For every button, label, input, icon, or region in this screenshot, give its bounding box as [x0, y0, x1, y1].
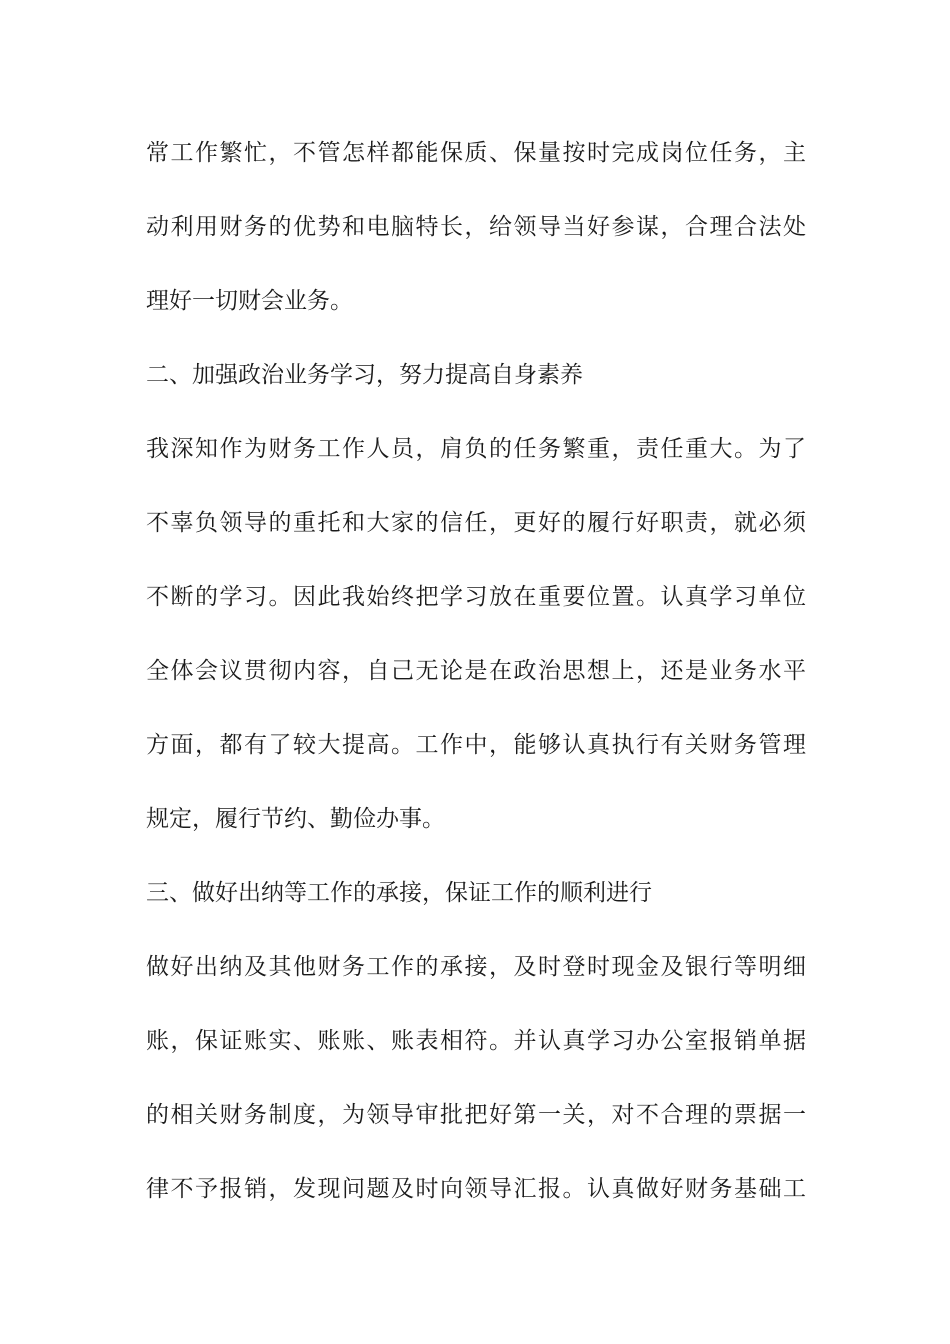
body-text-line: 方面，都有了较大提高。工作中，能够认真执行有关财务管理 — [146, 732, 806, 758]
section-heading: 三、做好出纳等工作的承接，保证工作的顺利进行 — [146, 880, 652, 906]
section-heading: 二、加强政治业务学习，努力提高自身素养 — [146, 362, 583, 388]
body-text-line: 常工作繁忙，不管怎样都能保质、保量按时完成岗位任务，主 — [146, 140, 806, 166]
body-text-line: 做好出纳及其他财务工作的承接，及时登时现金及银行等明细 — [146, 954, 806, 980]
body-text-line: 不辜负领导的重托和大家的信任，更好的履行好职责，就必须 — [146, 510, 806, 536]
body-text-line: 我深知作为财务工作人员，肩负的任务繁重，责任重大。为了 — [146, 436, 806, 462]
body-text-line: 的相关财务制度，为领导审批把好第一关，对不合理的票据一 — [146, 1102, 806, 1128]
body-text-line: 动利用财务的优势和电脑特长，给领导当好参谋，合理合法处 — [146, 214, 806, 240]
body-text-line: 账，保证账实、账账、账表相符。并认真学习办公室报销单据 — [146, 1028, 806, 1054]
body-text-line: 律不予报销，发现问题及时向领导汇报。认真做好财务基础工 — [146, 1176, 806, 1202]
body-text-line: 全体会议贯彻内容，自己无论是在政治思想上，还是业务水平 — [146, 658, 806, 684]
body-text-line: 理好一切财会业务。 — [146, 288, 353, 314]
body-text-line: 不断的学习。因此我始终把学习放在重要位置。认真学习单位 — [146, 584, 806, 610]
body-text-line: 规定，履行节约、勤俭办事。 — [146, 806, 445, 832]
